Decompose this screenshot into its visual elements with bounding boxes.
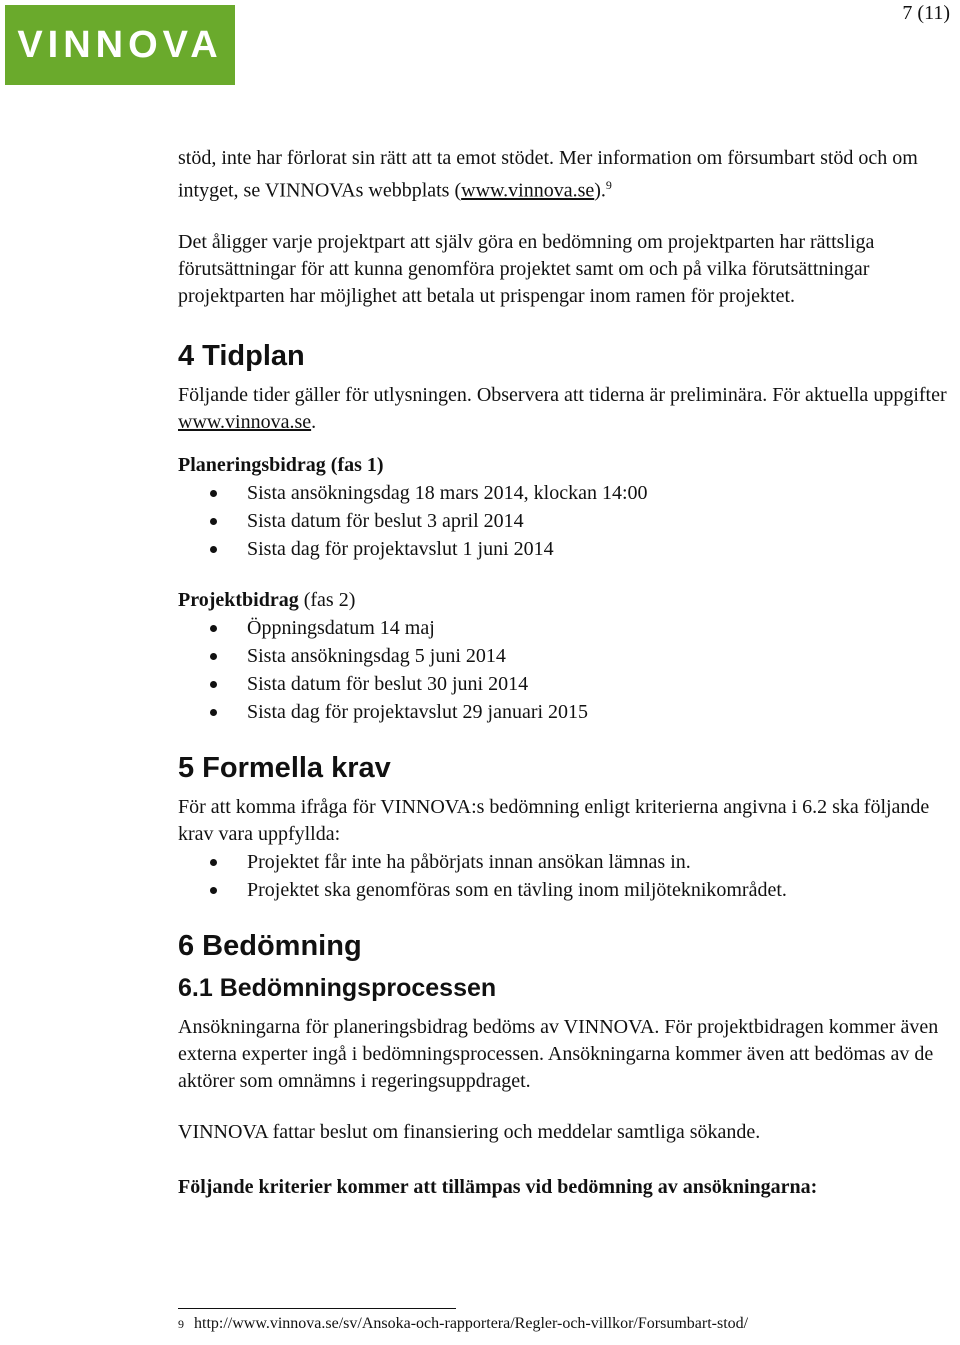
list-item xyxy=(178,876,958,904)
schedule-text-end: . xyxy=(311,410,317,433)
bullet-icon xyxy=(210,681,217,688)
list-item xyxy=(178,670,958,698)
footnote-number: 9 xyxy=(178,1317,184,1331)
footnote-separator xyxy=(178,1308,456,1309)
phase-1-list xyxy=(178,479,958,563)
bullet-icon xyxy=(210,709,217,716)
document-body xyxy=(178,145,958,1201)
bullet-icon xyxy=(210,625,217,632)
schedule-text: Följande tider gäller för utlysningen. Observera att tiderna är preliminära. För aktuella uppgifter xyxy=(178,383,947,406)
list-item xyxy=(178,535,958,563)
requirements-paragraph: För att komma ifråga för VINNOVA:s bedömning enligt kriterierna angivna i 6.2 ska följande krav vara uppfyllda: xyxy=(178,795,930,845)
list-item-text: Projektet ska genomföras som en tävling inom miljöteknikområdet. xyxy=(247,878,787,901)
section-6-1-title: 6.1 Bedömningsprocessen xyxy=(178,973,497,1002)
page-number: 7 (11) xyxy=(902,2,950,24)
footnote-reference: 9 xyxy=(605,178,612,192)
section-6-title: 6 Bedömning xyxy=(178,929,362,962)
phase-2-label-bold: Projektbidrag xyxy=(178,588,299,611)
bullet-icon xyxy=(210,653,217,660)
list-item xyxy=(178,479,958,507)
section-4-title: 4 Tidplan xyxy=(178,339,305,372)
intro-text-2: ). xyxy=(594,179,606,202)
list-item-text: Sista ansökningsdag 18 mars 2014, klockan 14:00 xyxy=(247,481,648,504)
schedule-link[interactable]: www.vinnova.se xyxy=(178,410,312,433)
list-item xyxy=(178,642,958,670)
phase-2-label-rest: (fas 2) xyxy=(298,588,356,611)
phase-1-label: Planeringsbidrag (fas 1) xyxy=(178,453,384,476)
list-item xyxy=(178,848,958,876)
schedule-paragraph xyxy=(178,382,958,436)
bullet-icon xyxy=(210,490,217,497)
eligibility-paragraph: Det åligger varje projektpart att själv göra en bedömning om projektparten har rättsliga förutsättningar för att kunna genomföra projektet samt om och på vilka förutsättningar projektparten har möjlighet att betala ut prispengar inom ramen för projektet. xyxy=(178,230,875,307)
section-5-title: 5 Formella krav xyxy=(178,751,391,784)
list-item-text: Sista ansökningsdag 5 juni 2014 xyxy=(247,644,506,667)
list-item-text: Sista dag för projektavslut 1 juni 2014 xyxy=(247,537,554,560)
vinnova-link[interactable]: www.vinnova.se xyxy=(461,179,595,202)
phase-2-list xyxy=(178,614,958,726)
phase-2-label xyxy=(178,587,958,614)
footnote-url: http://www.vinnova.se/sv/Ansoka-och-rapportera/Regler-och-villkor/Forsumbart-stod/ xyxy=(194,1315,749,1332)
bullet-icon xyxy=(210,859,217,866)
bullet-icon xyxy=(210,518,217,525)
list-item-text: Öppningsdatum 14 maj xyxy=(247,616,435,639)
list-item-text: Sista dag för projektavslut 29 januari 2015 xyxy=(247,700,589,723)
list-item-text: Sista datum för beslut 3 april 2014 xyxy=(247,509,524,532)
intro-text-1: stöd, inte har förlorat sin rätt att ta emot stödet. Mer information om försumbart stöd och om intyget, se VINNOVAs webbplats ( xyxy=(178,147,918,202)
vinnova-logo xyxy=(5,5,235,85)
bullet-icon xyxy=(210,887,217,894)
footnote xyxy=(178,1313,748,1335)
list-item-text: Sista datum för beslut 30 juni 2014 xyxy=(247,672,529,695)
criteria-heading: Följande kriterier kommer att tillämpas vid bedömning av ansökningarna: xyxy=(178,1175,818,1198)
list-item xyxy=(178,614,958,642)
assessment-paragraph: Ansökningarna för planeringsbidrag bedöms av VINNOVA. För projektbidragen kommer även externa experter ingå i bedömningsprocessen. Ansökningarna kommer även att bedömas av de aktörer som omnämns i regeringsuppdraget. xyxy=(178,1015,939,1092)
requirements-list xyxy=(178,848,958,904)
decision-paragraph: VINNOVA fattar beslut om finansiering och meddelar samtliga sökande. xyxy=(178,1120,761,1143)
logo-text: VINNOVA xyxy=(17,23,223,66)
list-item xyxy=(178,698,958,726)
list-item-text: Projektet får inte ha påbörjats innan ansökan lämnas in. xyxy=(247,850,691,873)
bullet-icon xyxy=(210,546,217,553)
list-item xyxy=(178,507,958,535)
intro-paragraph xyxy=(178,145,958,205)
